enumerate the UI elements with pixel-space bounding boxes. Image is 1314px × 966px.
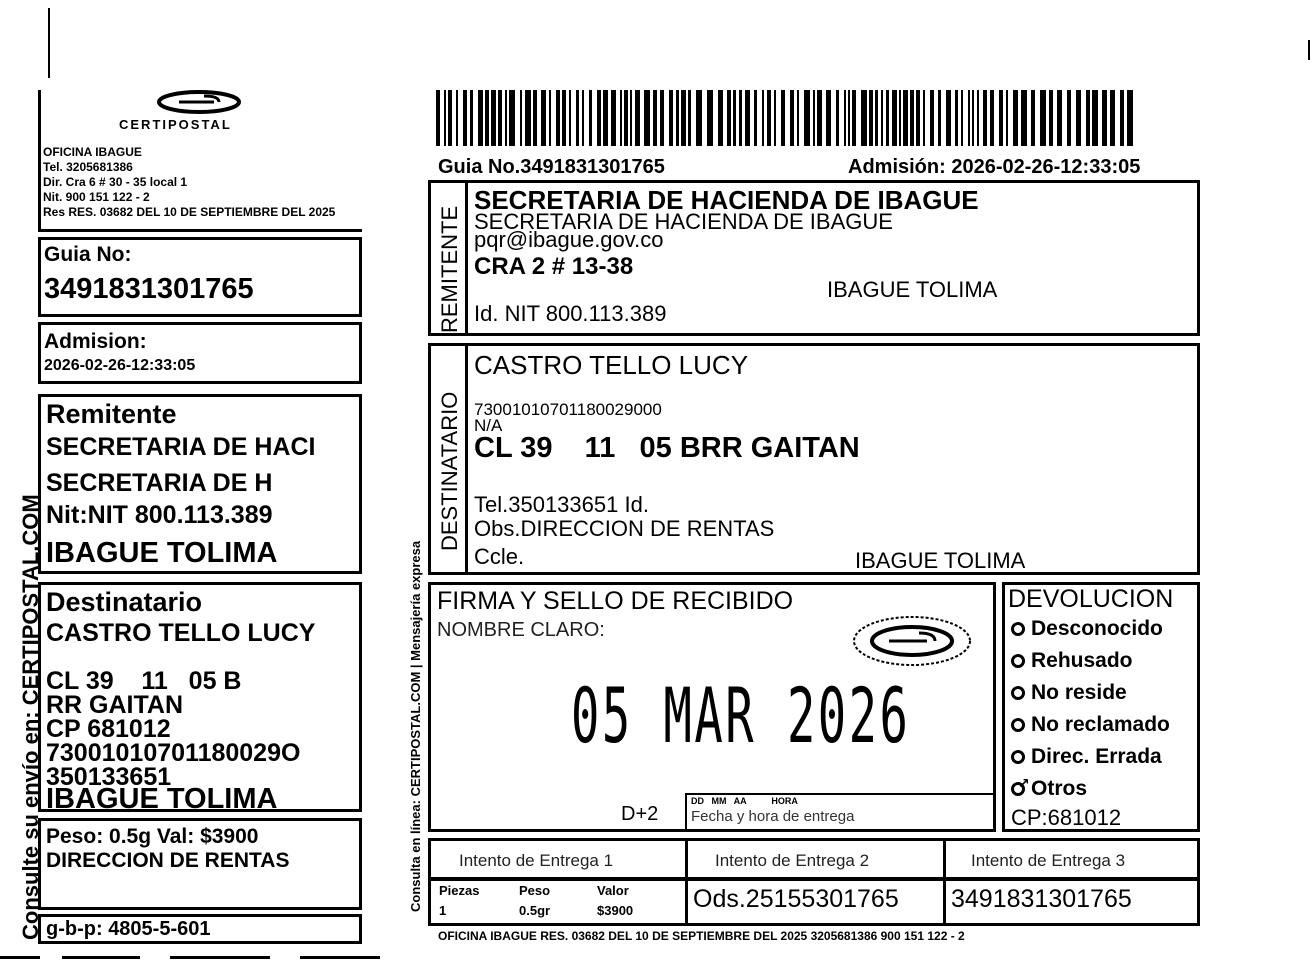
barcode-bar — [444, 90, 446, 146]
devolucion-title: DEVOLUCION — [1008, 585, 1174, 613]
piezas-label: Piezas — [439, 883, 480, 898]
barcode-bar — [1120, 90, 1124, 146]
devolucion-opt-5[interactable]: Direc. Errada — [1011, 745, 1162, 769]
barcode-bar — [930, 90, 934, 146]
dest-code: 73001010701180029000 — [474, 400, 662, 419]
barcode-bar — [533, 90, 537, 146]
barcode-bar — [892, 90, 897, 146]
left-dest-line6: 350133651 — [46, 763, 172, 791]
remitente-address: CRA 2 # 13-38 — [474, 253, 634, 280]
barcode-bar — [611, 90, 616, 146]
barcode-bar — [797, 90, 799, 146]
barcode-bar — [541, 90, 546, 146]
left-dest-title: Destinatario — [46, 587, 203, 617]
devolucion-opt-3[interactable]: No reside — [1011, 681, 1127, 705]
dest-obs: Obs.DIRECCION DE RENTAS — [474, 516, 775, 541]
barcode-bar — [938, 90, 941, 146]
devolucion-opt-6[interactable]: ↗ Otros — [1011, 777, 1087, 801]
barcode-bar — [681, 90, 686, 146]
left-dest-line7: IBAGUE TOLIMA — [46, 783, 278, 815]
valor-value: $3900 — [597, 903, 634, 918]
left-dest-line5: 73001010701180029O — [46, 739, 301, 767]
barcode-bar — [505, 90, 507, 146]
barcode-bar — [983, 90, 987, 146]
barcode-bar — [1127, 90, 1133, 146]
barcode-bar — [1049, 90, 1053, 146]
barcode-bar — [1006, 90, 1008, 146]
barcode-bar — [875, 90, 878, 146]
fecha-box — [685, 793, 995, 831]
barcode-bar — [813, 90, 815, 146]
barcode-bar — [762, 90, 764, 146]
left-remitente-box — [38, 394, 362, 574]
barcode-bar — [1040, 90, 1046, 146]
firma-nombre: NOMBRE CLARO: — [437, 619, 605, 641]
barcode-bar — [836, 90, 839, 146]
destinatario-box — [428, 343, 1200, 575]
barcode-bar — [977, 90, 979, 146]
barcode-bar — [436, 90, 440, 146]
barcode-bar — [1110, 90, 1115, 146]
left-remitente-line3: Nit:NIT 800.113.389 — [46, 501, 273, 529]
barcode-bar — [781, 90, 785, 146]
barcode-bar — [1057, 90, 1062, 146]
barcode-bar — [696, 90, 702, 146]
remitente-line2: SECRETARIA DE HACIENDA DE IBAGUE — [474, 209, 893, 234]
logo-text: CERTIPOSTAL — [119, 117, 232, 132]
barcode-bar — [660, 90, 664, 146]
barcode-bar — [718, 90, 723, 146]
devolucion-box — [1002, 582, 1200, 832]
radio-icon[interactable] — [1011, 622, 1025, 636]
intento-1: Intento de Entrega 1 — [459, 851, 614, 870]
barcode-bar — [899, 90, 901, 146]
vertical-site-text: Consulte su envío en: CERTIPOSTAL.COM — [18, 494, 43, 940]
devolucion-opt-4[interactable]: No reclamado — [1011, 713, 1170, 737]
footer-text: OFICINA IBAGUE RES. 03682 DEL 10 DE SEPTIEMBRE DEL 2025 3205681386 900 151 122 - 2 — [438, 929, 965, 943]
peso-line1: Peso: 0.5g Val: $3900 — [46, 825, 259, 848]
barcode-bar — [852, 90, 856, 146]
left-remitente-line2: SECRETARIA DE H — [46, 469, 273, 497]
barcode-bar — [582, 90, 584, 146]
dest-na: N/A — [474, 416, 503, 435]
radio-checked-icon[interactable]: ↗ — [1011, 782, 1025, 796]
barcode-bar — [569, 90, 571, 146]
vertical-center-text: Consulta en línea: CERTIPOSTAL.COM | Mensajería expresa — [408, 540, 423, 912]
devolucion-opt-1[interactable]: Desconocido — [1011, 617, 1163, 641]
barcode-bar — [448, 90, 452, 146]
remitente-box — [428, 180, 1200, 336]
barcode-bar — [707, 90, 713, 146]
remitente-line1: SECRETARIA DE HACIENDA DE IBAGUE — [474, 185, 979, 215]
barcode-bar — [848, 90, 850, 146]
barcode-bar — [525, 90, 531, 146]
fecha-labels: DD MM AA HORA — [691, 796, 798, 806]
barcode-bar — [1076, 90, 1081, 146]
admision-label: Admision: — [44, 330, 147, 353]
barcode-bar — [556, 90, 560, 146]
remitente-id: Id. NIT 800.113.389 — [474, 301, 667, 326]
barcode-bar — [767, 90, 771, 146]
office-dir: Dir. Cra 6 # 30 - 35 local 1 — [43, 175, 188, 189]
left-destinatario-box — [38, 582, 362, 815]
office-name: OFICINA IBAGUE — [43, 145, 142, 159]
gbp-text: g-b-p: 4805-5-601 — [46, 918, 211, 940]
d2-label: D+2 — [621, 803, 659, 825]
ods-value: Ods.25155301765 — [693, 885, 899, 913]
left-dest-line2: CL 39 11 05 B — [46, 667, 242, 695]
barcode-bar — [733, 90, 736, 146]
barcode-bar — [491, 90, 496, 146]
office-res: Res RES. 03682 DEL 10 DE SEPTIEMBRE DEL 2025 — [43, 205, 336, 219]
barcode-bar — [676, 90, 679, 146]
left-remitente-title: Remitente — [46, 399, 177, 429]
barcode-bar — [804, 90, 810, 146]
valor-label: Valor — [597, 883, 629, 898]
barcode-bar — [470, 90, 473, 146]
barcode-bar — [790, 90, 794, 146]
barcode-bar — [498, 90, 502, 146]
barcode-bar — [826, 90, 831, 146]
barcode-bar — [1102, 90, 1107, 146]
barcode-bar — [754, 90, 757, 146]
barcode-bar — [456, 90, 458, 146]
barcode-bar — [478, 90, 483, 146]
barcode-bar — [844, 90, 846, 146]
peso-label: Peso — [519, 883, 551, 898]
barcode-bar — [916, 90, 920, 146]
barcode-bar — [774, 90, 776, 146]
barcode-bar — [727, 90, 731, 146]
office-nit: Nit. 900 151 122 - 2 — [43, 190, 150, 204]
left-dest-line3: RR GAITAN — [46, 691, 184, 719]
barcode-bar — [549, 90, 551, 146]
firma-box — [428, 582, 996, 832]
dest-tel: Tel.350133651 Id. — [474, 492, 649, 517]
barcode-bar — [1086, 90, 1090, 146]
barcode-bar — [644, 90, 650, 146]
dest-address: CL 39 11 05 BRR GAITAN — [474, 432, 860, 464]
barcode-bar — [745, 90, 750, 146]
remitente-city: IBAGUE TOLIMA — [827, 277, 998, 302]
barcode-bar — [886, 90, 889, 146]
left-remitente-line4: IBAGUE TOLIMA — [46, 537, 278, 569]
barcode-bar — [597, 90, 601, 146]
piezas-value: 1 — [439, 903, 447, 918]
barcode-bar — [562, 90, 566, 146]
left-remitente-line1: SECRETARIA DE HACI — [46, 433, 316, 461]
peso-value: 0.5gr — [519, 903, 551, 918]
header-guia: Guia No.3491831301765 — [438, 156, 665, 178]
barcode-bar — [955, 90, 958, 146]
destinatario-label: DESTINATARIO — [437, 391, 462, 551]
peso-box — [38, 818, 362, 910]
intentos-row — [428, 838, 1200, 880]
stamp-date: 05 MAR 2026 — [571, 671, 911, 760]
barcode-bar — [910, 90, 914, 146]
barcode-bar — [946, 90, 951, 146]
barcode-bar — [669, 90, 673, 146]
radio-icon[interactable] — [1011, 654, 1025, 668]
gbp-box — [38, 914, 362, 944]
barcode-bar — [630, 90, 632, 146]
edge-marks — [0, 956, 1314, 962]
barcode-bar — [990, 90, 994, 146]
barcode-bar — [485, 90, 489, 146]
barcode-bar — [968, 90, 970, 146]
barcode-bar — [688, 90, 691, 146]
dest-name: CASTRO TELLO LUCY — [474, 350, 749, 380]
barcode-bar — [620, 90, 622, 146]
left-edge-mark — [48, 8, 50, 78]
dest-ccle: Ccle. — [474, 544, 525, 569]
barcode-bar — [972, 90, 974, 146]
radio-icon[interactable] — [1011, 750, 1025, 764]
right-edge-mark — [1308, 40, 1310, 60]
barcode-bar — [923, 90, 925, 146]
devolucion-opt-2[interactable]: Rehusado — [1011, 649, 1133, 673]
bottom-guia-value: 3491831301765 — [951, 885, 1132, 913]
barcode-bar — [861, 90, 867, 146]
barcode-bar — [903, 90, 908, 146]
barcode-bar — [961, 90, 963, 146]
office-tel: Tel. 3205681386 — [43, 160, 133, 174]
devolucion-cp: CP:681012 — [1011, 805, 1122, 830]
barcode-bar — [869, 90, 873, 146]
radio-icon[interactable] — [1011, 686, 1025, 700]
barcode-bar — [509, 90, 515, 146]
guia-box — [38, 237, 362, 317]
barcode-bar — [999, 90, 1003, 146]
stamp-logo — [849, 613, 975, 669]
barcode-bar — [739, 90, 742, 146]
firma-title: FIRMA Y SELLO DE RECIBIDO — [437, 587, 794, 615]
barcode-bar — [589, 90, 592, 146]
barcode-bar — [1067, 90, 1071, 146]
admision-box — [38, 322, 362, 384]
intento-2: Intento de Entrega 2 — [715, 851, 870, 870]
barcode — [436, 90, 1136, 146]
office-box — [38, 90, 362, 232]
barcode-bar — [603, 90, 608, 146]
barcode-bar — [653, 90, 657, 146]
intento-3: Intento de Entrega 3 — [971, 851, 1126, 870]
dest-city: IBAGUE TOLIMA — [855, 548, 1026, 573]
header-admision: Admisión: 2026-02-26-12:33:05 — [848, 156, 1141, 178]
barcode-bar — [1021, 90, 1027, 146]
barcode-bar — [817, 90, 822, 146]
barcode-bar — [635, 90, 640, 146]
bottom-row — [428, 878, 1200, 926]
barcode-bar — [520, 90, 522, 146]
barcode-bar — [624, 90, 628, 146]
remitente-label: REMITENTE — [437, 205, 462, 333]
barcode-bar — [1031, 90, 1035, 146]
admision-value: 2026-02-26-12:33:05 — [44, 357, 196, 374]
guia-label: Guia No: — [44, 243, 132, 266]
guia-value: 3491831301765 — [44, 273, 254, 305]
left-dest-line1: CASTRO TELLO LUCY — [46, 619, 316, 647]
remitente-email: pqr@ibague.gov.co — [474, 227, 664, 252]
barcode-bar — [1013, 90, 1018, 146]
left-dest-line4: CP 681012 — [46, 715, 171, 743]
barcode-bar — [881, 90, 883, 146]
peso-line2: DIRECCION DE RENTAS — [46, 849, 290, 872]
barcode-bar — [463, 90, 467, 146]
fecha-caption: Fecha y hora de entrega — [691, 808, 855, 825]
radio-icon[interactable] — [1011, 718, 1025, 732]
barcode-bar — [576, 90, 579, 146]
barcode-bar — [1092, 90, 1098, 146]
